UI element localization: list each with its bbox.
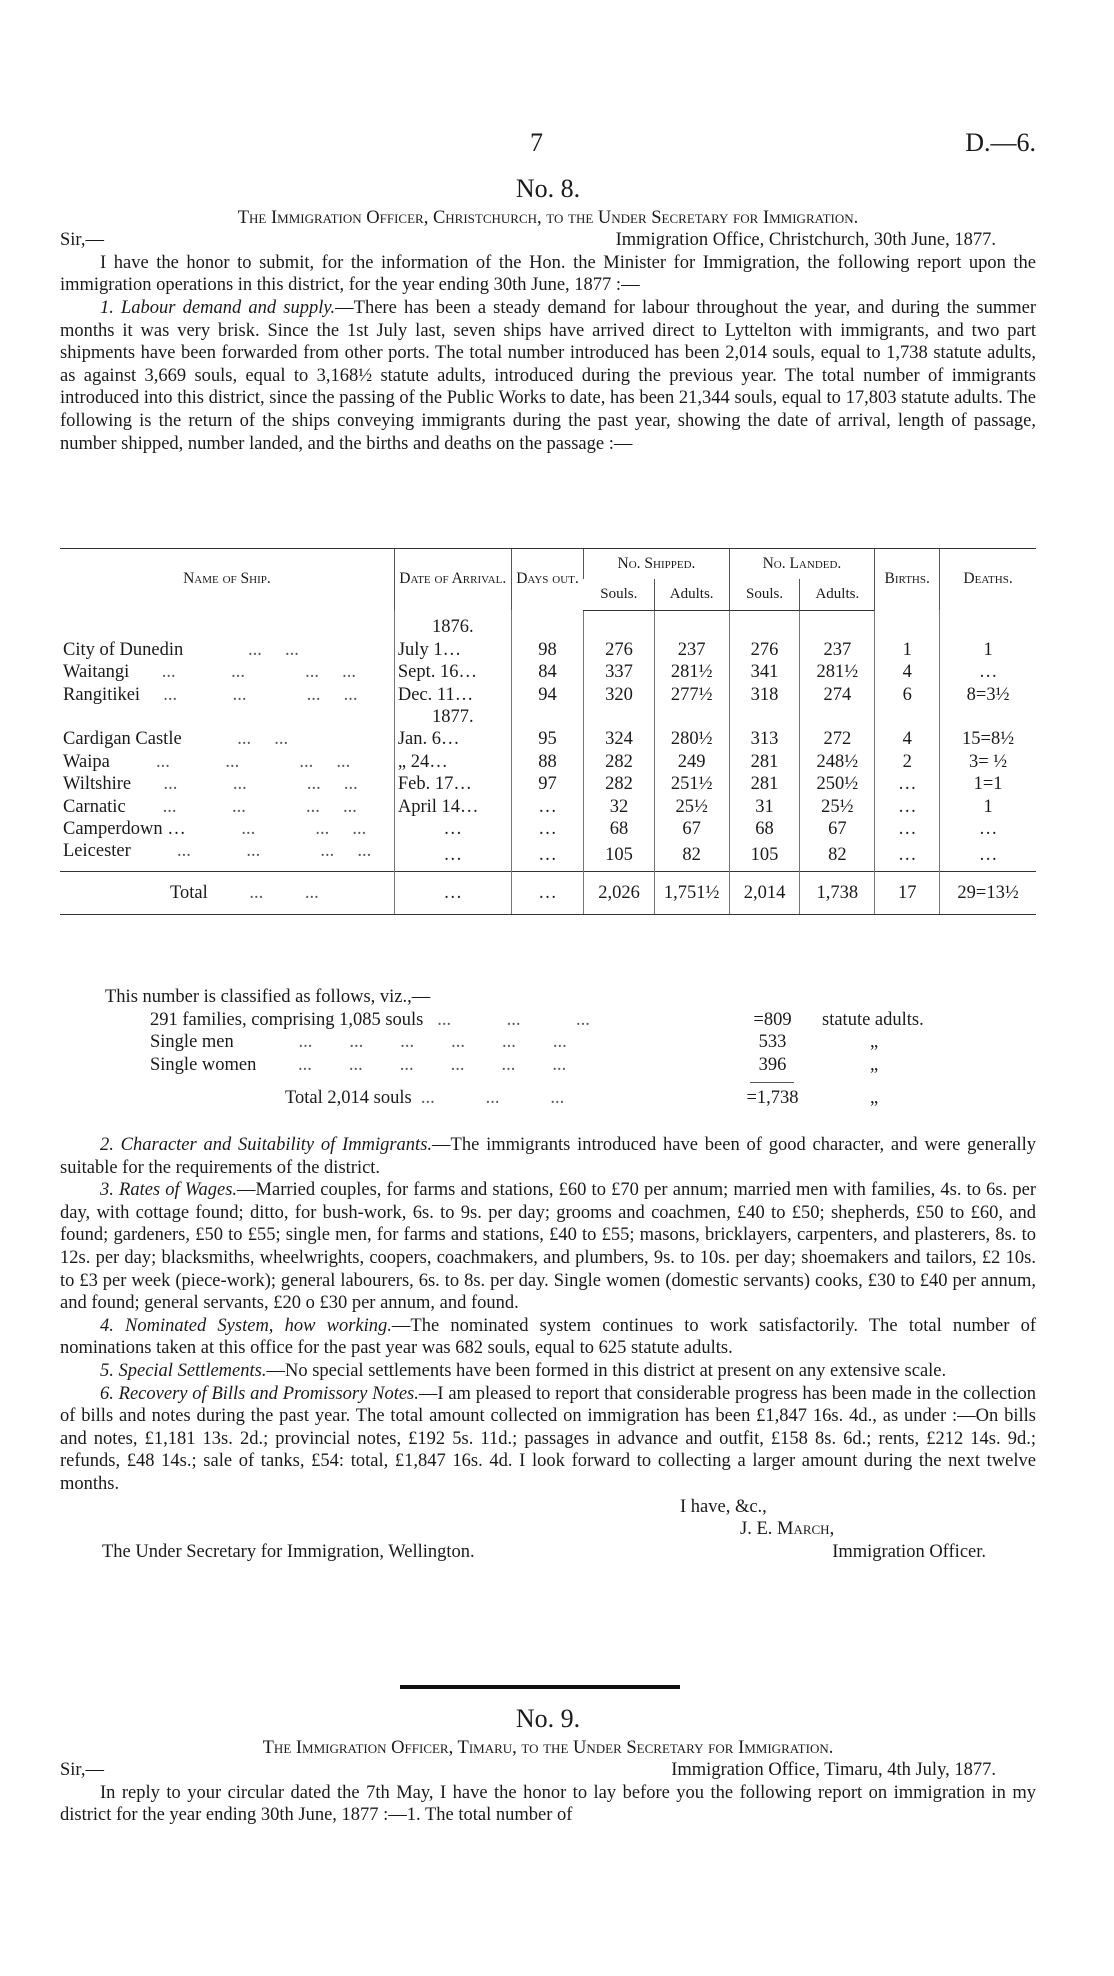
ship-name: Leicester [63, 841, 131, 862]
shipped-adults: 251½ [654, 773, 729, 795]
header-shipped-adults: Adults. [654, 579, 729, 610]
total-shipped-adults: 1,751½ [654, 871, 729, 914]
days-out: … [511, 840, 584, 871]
deaths: 8=3½ [940, 684, 1036, 706]
paragraph-5-heading: 5. Special Settlements. [100, 1360, 267, 1381]
days-out: 97 [511, 773, 584, 795]
shipped-souls: 282 [584, 773, 654, 795]
classification-row [105, 1031, 1005, 1054]
deaths: 15=8½ [940, 728, 1036, 750]
shipped-souls: 105 [584, 840, 654, 871]
deaths: 1 [940, 639, 1036, 661]
deaths: 3= ½ [940, 751, 1036, 773]
days-out: 95 [511, 728, 584, 750]
births: 4 [875, 661, 940, 683]
letter-8-header [60, 174, 1036, 455]
table-header-row [60, 549, 1036, 580]
total-deaths: 29=13½ [940, 871, 1036, 914]
days-out: 98 [511, 639, 584, 661]
table-row: Camperdown … ... ... ... … … 68 67 68 67 … … [60, 818, 1036, 840]
classification-value: =809 [753, 1009, 792, 1030]
shipped-adults: 25½ [654, 796, 729, 818]
paragraph-1-body: —There has been a steady demand for labour throughout the year, and during the summer months it was very brisk. Since the 1st July last, seven ships have arrived direct to Lyttelton with immigrants, and two part shipments have been forwarded from other ports. The total number introduced has been 2,014 souls, equal to 1,738 statute adults, as against 3,669 souls, equal to 3,168½ statute adults, introduced during the previous year. The total number of immigrants introduced into this district, since the passing of the Public Works to date, has been 21,344 souls, equal to 17,803 statute adults. The following is the return of the ships conveying immigrants during the past year, showing the date of arrival, length of passage, number shipped, number landed, and the births and deaths on the passage :— [60, 297, 1036, 454]
table-row: Wiltshire ... ... ... ... Feb. 17… 97 282 251½ 281 250½ … 1=1 [60, 773, 1036, 795]
document-reference: D.—6. [965, 128, 1036, 157]
letter-9 [60, 1704, 1036, 1827]
classification-row [105, 1054, 1005, 1077]
ship-name: Waipa [63, 751, 110, 772]
paragraph-2-heading: 2. Character and Suitability of Immigrants. [100, 1135, 433, 1155]
letter-8-paragraph-2 [60, 1134, 1036, 1179]
letter-8-from-to: The Immigration Officer, Christchurch, to the Under Secretary for Immigration. [237, 207, 859, 228]
births: 4 [875, 728, 940, 750]
header-no-landed: No. Landed. [729, 549, 875, 580]
births: … [875, 773, 940, 795]
landed-souls: 105 [729, 840, 800, 871]
landed-adults: 237 [800, 639, 875, 661]
landed-souls: 31 [729, 796, 800, 818]
landed-adults: 82 [800, 840, 875, 871]
total-landed-adults: 1,738 [800, 871, 875, 914]
letter-8-paragraph-5 [60, 1360, 1036, 1383]
ship-name: City of Dunedin [63, 639, 184, 660]
ship-name: Wiltshire [63, 774, 132, 795]
shipped-adults: 277½ [654, 684, 729, 706]
classification-total-value: =1,738 [746, 1088, 799, 1109]
paragraph-6-heading: 6. Recovery of Bills and Promissory Notes. [100, 1383, 419, 1404]
births: … [875, 840, 940, 871]
arrival-date: … [394, 840, 511, 871]
letter-9-dateline: Immigration Office, Timaru, 4th July, 1877. [671, 1760, 996, 1781]
shipped-souls: 276 [584, 639, 654, 661]
shipped-souls: 337 [584, 661, 654, 683]
arrival-date: … [394, 818, 511, 840]
header-date-of-arrival: Date of Arrival. [394, 549, 511, 611]
total-date: … [394, 871, 511, 914]
classification-unit: statute adults. [822, 1009, 924, 1030]
arrival-date: Jan. 6… [394, 728, 511, 750]
days-out: 84 [511, 661, 584, 683]
paragraph-3-heading: 3. Rates of Wages. [100, 1180, 238, 1201]
header-days-out: Days out. [511, 549, 584, 611]
year-row-1877 [60, 706, 1036, 728]
landed-souls: 318 [729, 684, 800, 706]
ship-name: Waitangi [63, 662, 130, 683]
ship-name: Rangitikei [63, 684, 141, 705]
shipped-souls: 32 [584, 796, 654, 818]
classification-unit: „ [870, 1054, 879, 1075]
days-out: … [511, 796, 584, 818]
landed-souls: 281 [729, 773, 800, 795]
closing: I have, &c., [680, 1496, 767, 1517]
header-landed-adults: Adults. [800, 579, 875, 610]
paragraph-2-body: —The immigrants introduced have been of good character, and were generally suitable for the requirements of the district. [60, 1135, 1036, 1178]
table-row: Leicester ... ... ... ... … … 105 82 105 82 … … [60, 840, 1036, 871]
arrival-date: „ 24… [394, 751, 511, 773]
year-label: 1877. [394, 706, 511, 728]
shipped-souls: 68 [584, 818, 654, 840]
arrival-date: Sept. 16… [394, 661, 511, 683]
letter-8-number: No. 8. [515, 174, 581, 203]
shipped-souls: 282 [584, 751, 654, 773]
table-row: Waitangi ... ... ... ... Sept. 16… 84 337 281½ 341 281½ 4 … [60, 661, 1036, 683]
ship-name: Carnatic [63, 796, 126, 817]
arrival-date: April 14… [394, 796, 511, 818]
deaths: … [940, 818, 1036, 840]
landed-souls: 313 [729, 728, 800, 750]
total-label: Total [170, 882, 208, 903]
classification-label: Single women ... ... ... ... ... ... [150, 1054, 567, 1075]
page-number: 7 [530, 128, 543, 157]
landed-souls: 281 [729, 751, 800, 773]
paragraph-5-body: —No special settlements have been formed in this district at present on any extensive scale. [266, 1360, 947, 1381]
letter-8-paragraph-3 [60, 1179, 1036, 1315]
landed-adults: 248½ [800, 751, 875, 773]
classification-value: 533 [758, 1032, 787, 1053]
table-row: Waipa ... ... ... ... „ 24… 88 282 249 281 248½ 2 3= ½ [60, 751, 1036, 773]
table-row: Cardigan Castle ... ... Jan. 6… 95 324 280½ 313 272 4 15=8½ [60, 728, 1036, 750]
classification-rule [750, 1082, 794, 1083]
total-shipped-souls: 2,026 [584, 871, 654, 914]
section-divider [400, 1685, 680, 1689]
signer-title: Immigration Officer. [832, 1541, 986, 1562]
arrival-date: Feb. 17… [394, 773, 511, 795]
landed-adults: 25½ [800, 796, 875, 818]
letter-9-from-to: The Immigration Officer, Timaru, to the Under Secretary for Immigration. [262, 1737, 834, 1758]
shipped-adults: 237 [654, 639, 729, 661]
letter-8-paragraph-1 [60, 297, 1036, 455]
classification-label: 291 families, comprising 1,085 souls ... ... ... [150, 1009, 590, 1030]
days-out: 94 [511, 684, 584, 706]
header-no-shipped: No. Shipped. [584, 549, 729, 580]
shipped-adults: 249 [654, 751, 729, 773]
days-out: … [511, 818, 584, 840]
shipped-adults: 281½ [654, 661, 729, 683]
header-name-of-ship: Name of Ship. [60, 549, 394, 611]
shipped-adults: 67 [654, 818, 729, 840]
year-row-1876 [60, 610, 1036, 638]
letter-9-intro: In reply to your circular dated the 7th May, I have the honor to lay before you the following report on immigration in my district for the year ending 30th June, 1877 :—1. The total number of [60, 1782, 1036, 1826]
classification-total-label: Total 2,014 souls ... ... ... [285, 1088, 565, 1109]
paragraph-3-body: —Married couples, for farms and stations, £60 to £70 per annum; married men with families, 4s. to 6s. per day, with cottage found; ditto, for bush-work, 6s. to 9s. per day; grooms and coachmen, £40 to £50; shepherds, £50 to £60, and found; gardeners, £50 to £55; single men, for farms and stations, £40 to £55; masons, bricklayers, carpenters, and plasterers, 8s. to 12s. per day; blacksmiths, wheelwrights, coopers, coachmakers, and plumbers, 9s. to 10s. per day; shoemakers and tailors, £2 10s. to £3 per week (piece-work); general labourers, 6s. to 8s. per day. Single women (domestic servants) cooks, £30 to £40 per annum, and found; general servants, £20 o £30 per annum, and found. [60, 1180, 1036, 1314]
landed-adults: 250½ [800, 773, 875, 795]
header-births: Births. [875, 549, 940, 611]
table-row: Carnatic ... ... ... ... April 14… … 32 25½ 31 25½ … 1 [60, 796, 1036, 818]
letter-9-salutation: Sir,— [60, 1760, 104, 1781]
shipped-souls: 324 [584, 728, 654, 750]
year-label: 1876. [394, 610, 511, 638]
landed-adults: 281½ [800, 661, 875, 683]
classification-value: 396 [758, 1054, 787, 1075]
deaths: … [940, 840, 1036, 871]
classification-intro: This number is classified as follows, viz.,— [105, 987, 431, 1007]
births: … [875, 818, 940, 840]
arrival-date: July 1… [394, 639, 511, 661]
total-days: … [511, 871, 584, 914]
births: 1 [875, 639, 940, 661]
table-row: Rangitikei ... ... ... ... Dec. 11… 94 320 277½ 318 274 6 8=3½ [60, 684, 1036, 706]
classification-row [105, 1009, 1005, 1032]
header-landed-souls: Souls. [729, 579, 800, 610]
paragraph-4-heading: 4. Nominated System, how working. [100, 1315, 392, 1336]
total-landed-souls: 2,014 [729, 871, 800, 914]
classification-label: Single men ... ... ... ... ... ... [150, 1032, 567, 1053]
paragraph-4-body: —The nominated system continues to work satisfactorily. The total number of nominations taken at this office for the past year was 682 souls, equal to 625 statute adults. [60, 1315, 1037, 1359]
header-deaths: Deaths. [940, 549, 1036, 611]
letter-8-salutation: Sir,— [60, 230, 104, 251]
addressee: The Under Secretary for Immigration, Wellington. [102, 1541, 475, 1562]
days-out: 88 [511, 751, 584, 773]
classification-total-row [105, 1087, 1005, 1110]
letter-8-paragraph-6 [60, 1383, 1036, 1496]
header-shipped-souls: Souls. [584, 579, 654, 610]
births: 6 [875, 684, 940, 706]
paragraph-1-heading: 1. Labour demand and supply. [100, 297, 336, 318]
shipped-adults: 280½ [654, 728, 729, 750]
table-row: City of Dunedin ... ... July 1… 98 276 237 276 237 1 1 [60, 639, 1036, 661]
classification-block [105, 986, 1005, 1110]
landed-adults: 272 [800, 728, 875, 750]
paragraph-6-body: —I am pleased to report that considerable progress has been made in the collection of bills and notes during the past year. The total amount collected on immigration has been £1,847 16s. 4d., as under :—On bills and notes, £1,181 13s. 2d.; provincial notes, £192 5s. 11d.; passages in advance and outfit, £158 8s. 6d.; rents, £212 14s. 9d.; refunds, £48 14s.; sale of tanks, £54: total, £1,847 16s. 4d. I look forward to collecting a larger amount during the next twelve months. [60, 1383, 1036, 1494]
landed-souls: 68 [729, 818, 800, 840]
letter-8-paragraph-4 [60, 1315, 1036, 1360]
letter-8-intro: I have the honor to submit, for the information of the Hon. the Minister for Immigration, the following report upon the immigration operations in this district, for the year ending 30th June, 1877 :— [60, 252, 1036, 296]
arrival-date: Dec. 11… [394, 684, 511, 706]
ships-table [60, 548, 1036, 915]
ship-name: Cardigan Castle [63, 729, 182, 750]
classification-unit: „ [870, 1032, 879, 1053]
landed-souls: 341 [729, 661, 800, 683]
landed-adults: 67 [800, 818, 875, 840]
births: 2 [875, 751, 940, 773]
landed-adults: 274 [800, 684, 875, 706]
landed-souls: 276 [729, 639, 800, 661]
letter-9-number: No. 9. [515, 1704, 581, 1733]
shipped-souls: 320 [584, 684, 654, 706]
deaths: 1 [940, 796, 1036, 818]
total-births: 17 [875, 871, 940, 914]
signer-name: J. E. March, [740, 1519, 835, 1540]
deaths: 1=1 [940, 773, 1036, 795]
deaths: … [940, 661, 1036, 683]
ship-name: Camperdown … [63, 818, 186, 839]
table-total-row: Total ... ... … … 2,026 1,751½ 2,014 1,738 17 29=13½ [60, 871, 1036, 914]
classification-total-unit: „ [870, 1088, 879, 1109]
shipped-adults: 82 [654, 840, 729, 871]
letter-8-dateline: Immigration Office, Christchurch, 30th June, 1877. [615, 230, 996, 251]
births: … [875, 796, 940, 818]
letter-8-body [60, 1134, 1036, 1563]
